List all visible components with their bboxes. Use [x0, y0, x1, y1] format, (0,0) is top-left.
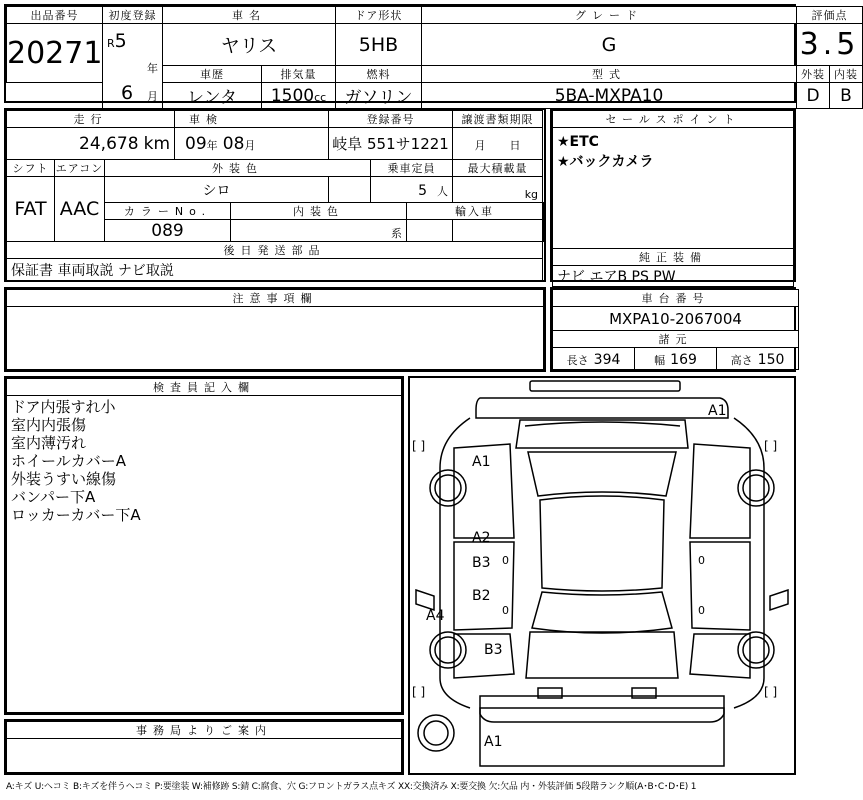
- color-no: 089: [105, 220, 231, 242]
- capacity-label: 乗車定員: [371, 160, 453, 177]
- car-diagram: [408, 376, 796, 775]
- year-unit: 年: [147, 62, 158, 75]
- bracket-mark: [ ]: [764, 685, 778, 699]
- month-unit: 月: [147, 90, 158, 103]
- first-reg-label: 初度登録: [103, 7, 163, 24]
- interior-label: 内装: [830, 66, 863, 83]
- later-label: 後日発送部品: [7, 242, 543, 259]
- fuel-label: 燃料: [336, 66, 422, 83]
- caution-label: 注意事項欄: [7, 290, 544, 307]
- office-block: [4, 719, 404, 775]
- model-label: 型式: [422, 66, 797, 83]
- bracket-mark: [ ]: [412, 439, 426, 453]
- office-label: 事務局よりご案内: [7, 722, 402, 739]
- recycle: [543, 220, 544, 242]
- era: R: [107, 37, 115, 50]
- ext-color: シロ: [105, 177, 329, 203]
- ext-color-label: 外装色: [105, 160, 371, 177]
- bracket-mark: [ ]: [764, 439, 778, 453]
- month: 6: [121, 82, 134, 104]
- inspector-line: ロッカーカバー下A: [11, 506, 141, 524]
- zero-mark: 0: [502, 604, 509, 617]
- max-load-label: 最大積載量: [453, 160, 543, 177]
- model: 5BA-MXPA10: [422, 83, 797, 109]
- mileage-label: 走行: [7, 111, 175, 128]
- transfer-label: 譲渡書類期限: [453, 111, 543, 128]
- length: 長さ 394: [553, 348, 635, 370]
- equip: ナビ エアB PS PW: [553, 266, 794, 287]
- selling-block: [550, 108, 796, 285]
- later: 保証書 車両取説 ナビ取説: [7, 259, 543, 281]
- door-label: ドア形状: [336, 7, 422, 24]
- lot-no-label: 出品番号: [7, 7, 103, 24]
- damage-mark: A1: [484, 734, 503, 750]
- damage-mark: A2: [472, 530, 491, 546]
- zero-mark: 0: [698, 554, 705, 567]
- score-label: 評価点: [797, 7, 863, 24]
- inspector-label: 検査員記入欄: [7, 379, 402, 396]
- inspector-line: 室内薄汚れ: [11, 434, 87, 452]
- damage-mark: A1: [708, 403, 727, 419]
- fuel: ガソリン: [336, 83, 422, 109]
- selling-points: [553, 128, 794, 249]
- inspector-line: ホイールカバーA: [11, 452, 126, 470]
- grade-label: グレード: [422, 7, 797, 24]
- lot-no: 20271: [7, 24, 103, 83]
- reg-no-label: 登録番号: [329, 111, 453, 128]
- shift: FAT: [7, 177, 55, 242]
- equip-label: 純正装備: [553, 249, 794, 266]
- ac: AAC: [55, 177, 105, 242]
- inspector-block: [4, 376, 404, 715]
- inspector-line: 室内内張傷: [11, 416, 87, 434]
- import-label: 輸入車: [407, 203, 543, 220]
- selling-point-2: ★バックカメラ: [557, 154, 654, 170]
- bracket-mark: [ ]: [412, 685, 426, 699]
- selling-label: セールスポイント: [553, 111, 794, 128]
- color-no-label: カラーNo.: [105, 203, 231, 220]
- legend: A:キズ U:ヘコミ B:キズを伴うヘコミ P:要塗装 W:補修跡 S:錆 C:腐食、穴 G:フロントガラス点キズ XX:交換済み X:要交換 欠:欠品 内・外装評価 5段階ランク順(A･B･C･D･E) 1: [6, 782, 697, 792]
- year: 5: [114, 30, 127, 52]
- damage-mark: B2: [472, 588, 491, 604]
- damage-mark: A1: [472, 454, 491, 470]
- int-color-label: 内装色: [231, 203, 407, 220]
- car-name-label: 車名: [163, 7, 336, 24]
- exterior-label: 外装: [797, 66, 830, 83]
- displacement: 1500cc: [262, 83, 336, 109]
- mileage: 24,678 km: [7, 128, 175, 160]
- score: 3.5: [797, 24, 863, 66]
- inspector-line: 外装うすい線傷: [11, 470, 117, 488]
- int-color: 系: [231, 220, 407, 242]
- zero-mark: 0: [698, 604, 705, 617]
- chassis-label: 車台番号: [553, 290, 799, 307]
- inspector-line: ドア内張すれ小: [11, 398, 116, 416]
- grade: G: [422, 24, 797, 66]
- history: レンタ: [163, 83, 262, 109]
- exterior: D: [797, 83, 830, 109]
- door: 5HB: [336, 24, 422, 66]
- zero-mark: 0: [502, 554, 509, 567]
- shift-label: シフト: [7, 160, 55, 177]
- caution-body: [7, 307, 544, 370]
- history-label: 車歴: [163, 66, 262, 83]
- specs-label: 諸元: [553, 331, 799, 348]
- recycle-label: [543, 203, 544, 220]
- height: 高さ 150: [717, 348, 799, 370]
- chassis-block: [550, 287, 796, 372]
- inspection-label: 車検: [175, 111, 329, 128]
- selling-point-1: ★ETC: [557, 134, 599, 150]
- caution-block: [4, 287, 546, 372]
- damage-mark: A4: [426, 608, 445, 624]
- inspector-line: バンパー下A: [11, 488, 96, 506]
- header-block: [4, 4, 860, 108]
- displacement-label: 排気量: [262, 66, 336, 83]
- reg-no: 岐阜 551サ1221: [329, 128, 453, 160]
- width: 幅 169: [635, 348, 717, 370]
- car-name: ヤリス: [163, 24, 336, 66]
- inspection: 09年 08月: [175, 128, 329, 160]
- capacity: 5 人: [371, 177, 453, 203]
- details-block: [4, 108, 546, 282]
- transfer: 月 日: [453, 128, 543, 160]
- car-diagram-svg: [410, 378, 794, 773]
- damage-mark: B3: [472, 555, 491, 571]
- office-body: [7, 739, 402, 773]
- ac-label: エアコン: [55, 160, 105, 177]
- chassis: MXPA10-2067004: [553, 307, 799, 331]
- max-load: kg: [453, 177, 543, 203]
- first-reg: [103, 24, 163, 109]
- damage-mark: B3: [484, 642, 503, 658]
- interior: B: [830, 83, 863, 109]
- inspector-notes: [7, 396, 402, 713]
